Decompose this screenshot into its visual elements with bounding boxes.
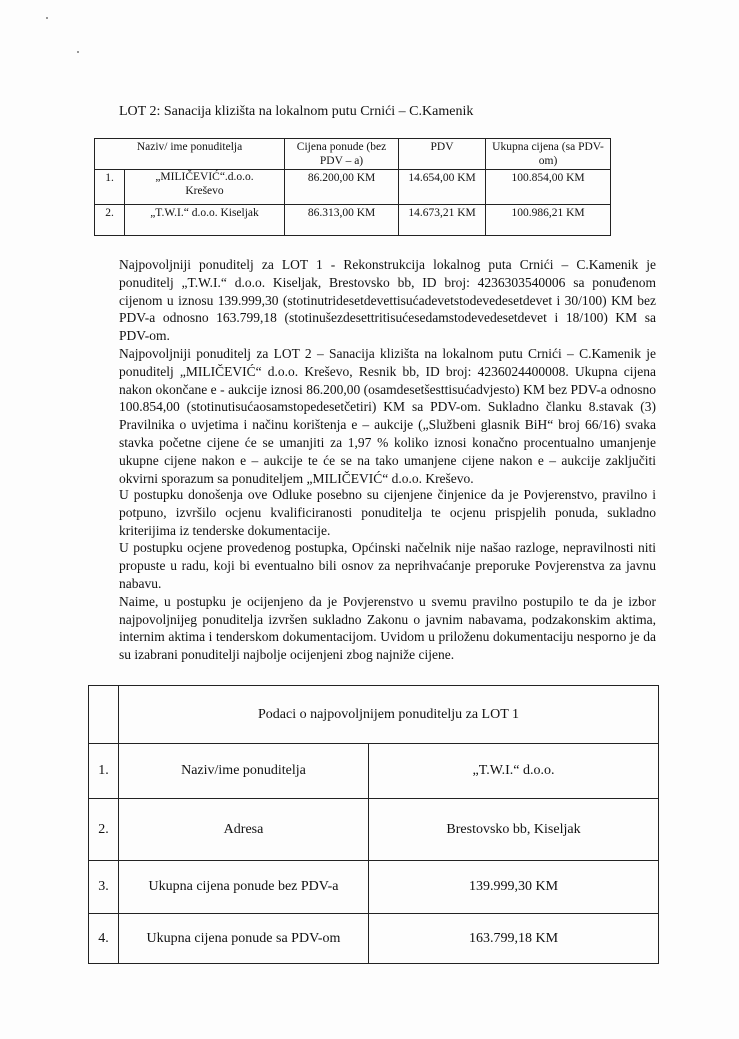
paragraph-conclusion: Naime, u postupku je ocijenjeno da je Povjerenstvo u svemu pravilno postupilo te da je izbor najpovoljnijeg ponuditelja izvršen sukladno Zakonu o javnim nabavama, podzakonskim aktima, internim aktima i tenderskom dokumentacijom. Uvidom u priloženu dokumentaciju nesporno je da su izabrani ponuditelji najbolje ocijenjeni zbog najniže cijene.	[119, 593, 656, 663]
paragraph-mayor-review: U postupku ocjene provedenog postupka, Općinski načelnik nije našao razloge, nepravilnosti niti propuste u radu, koji bi eventualno bili osnov za neprihvaćanje preporuke Povjerenstva za javnu nabavu.	[119, 540, 656, 591]
paragraph-lot2-winner: Najpovoljniji ponuditelj za LOT 2 – Sanacija klizišta na lokalnom putu Crnići – C.Kamenik je ponuditelj „MILIČEVIĆ“ d.o.o. Kreševo, Resnik bb, ID broj: 4236024400008. Ukupna cijena nakon okončane e - aukcije iznosi 86.200,00 (osamdesetšesttisućadvjesto) KM bez PDV-a odnosno 100.854,00 (stotinutisućaosamstopedesetčetiri) KM sa PDV-om. Sukladno članku 8.stavak (3) Pravilnika o uvjetima i načinu korištenja e – aukcije („Službeni glasnik BiH“ broj 66/16) svaka stavka početne cijene će se umanjiti za 1,97 % koliko iznosi konačno procentualno umanjenje ukupne cijene nakon e – aukcije te će se na tako umanjene cijene nakon e – aukcije zaključiti okvirni sporazum sa ponuditeljem „MILIČEVIĆ“ d.o.o. Kreševo.	[119, 345, 656, 486]
vat-amount: 14.654,00 KM	[399, 170, 486, 205]
row-number: 1.	[95, 170, 125, 205]
decision-text-block-2	[119, 486, 656, 664]
row-label: Adresa	[119, 799, 369, 861]
row-value: Brestovsko bb, Kiseljak	[369, 799, 659, 861]
vat-amount: 14.673,21 KM	[399, 205, 486, 236]
table-row	[95, 170, 611, 205]
bidder-name: „T.W.I.“ d.o.o. Kiseljak	[125, 205, 285, 236]
scan-speck	[46, 17, 48, 19]
row-label: Naziv/ime ponuditelja	[119, 744, 369, 799]
table-row	[95, 205, 611, 236]
row-number: 2.	[95, 205, 125, 236]
table-row	[89, 744, 659, 799]
row-value: 139.999,30 KM	[369, 861, 659, 914]
lot2-title: LOT 2: Sanacija klizišta na lokalnom putu Crnići – C.Kamenik	[119, 104, 474, 119]
paragraph-evaluation-facts: U postupku donošenja ove Odluke posebno su cijenjene činjenice da je Povjerenstvo, pravilno i potpuno, izvršilo ocjenu kvalificiranosti ponuditelja te ocjenu prispjelih ponuda, sukladno kriterijima iz tenderske dokumentacije.	[119, 487, 656, 538]
table-row	[89, 914, 659, 964]
decision-text-block-1	[119, 256, 656, 487]
lot1-table-title: Podaci o najpovoljnijem ponuditelju za LOT 1	[119, 686, 659, 744]
price-excl-vat: 86.313,00 KM	[285, 205, 399, 236]
table-row	[89, 799, 659, 861]
row-number: 2.	[89, 799, 119, 861]
row-number: 4.	[89, 914, 119, 964]
header-vat: PDV	[399, 139, 486, 170]
total-incl-vat: 100.986,21 KM	[486, 205, 611, 236]
row-label: Ukupna cijena ponude bez PDV-a	[119, 861, 369, 914]
paragraph-lot1-winner: Najpovoljniji ponuditelj za LOT 1 - Rekonstrukcija lokalnog puta Crnići – C.Kamenik je ponuditelj „T.W.I.“ d.o.o. Kiseljak, Brestovsko bb, ID broj: 4236303540006 sa ponuđenom cijenom u iznosu 139.999,30 (stotinutridesetdevettisućadevetstodevedesetdevet i 30/100) KM bez PDV-a odnosno 163.799,18 (stotinušezdesettritisućesedamstodevedesetdevet i 18/100) KM sa PDV-om.	[119, 257, 656, 344]
total-incl-vat: 100.854,00 KM	[486, 170, 611, 205]
table-title-row	[89, 686, 659, 744]
scan-speck	[77, 51, 79, 53]
price-excl-vat: 86.200,00 KM	[285, 170, 399, 205]
row-label: Ukupna cijena ponude sa PDV-om	[119, 914, 369, 964]
lot1-winner-table	[88, 685, 659, 964]
header-bidder-name: Naziv/ ime ponuditelja	[95, 139, 285, 170]
row-value: „T.W.I.“ d.o.o.	[369, 744, 659, 799]
table-row	[89, 861, 659, 914]
lot2-bids-table	[94, 138, 611, 236]
empty-cell	[89, 686, 119, 744]
row-value: 163.799,18 KM	[369, 914, 659, 964]
bidder-name: „MILIČEVIĆ“.d.o.o. Kreševo	[125, 170, 285, 205]
table-header-row	[95, 139, 611, 170]
header-total-incl-vat: Ukupna cijena (sa PDV-om)	[486, 139, 611, 170]
row-number: 1.	[89, 744, 119, 799]
header-price-excl-vat: Cijena ponude (bez PDV – a)	[285, 139, 399, 170]
row-number: 3.	[89, 861, 119, 914]
